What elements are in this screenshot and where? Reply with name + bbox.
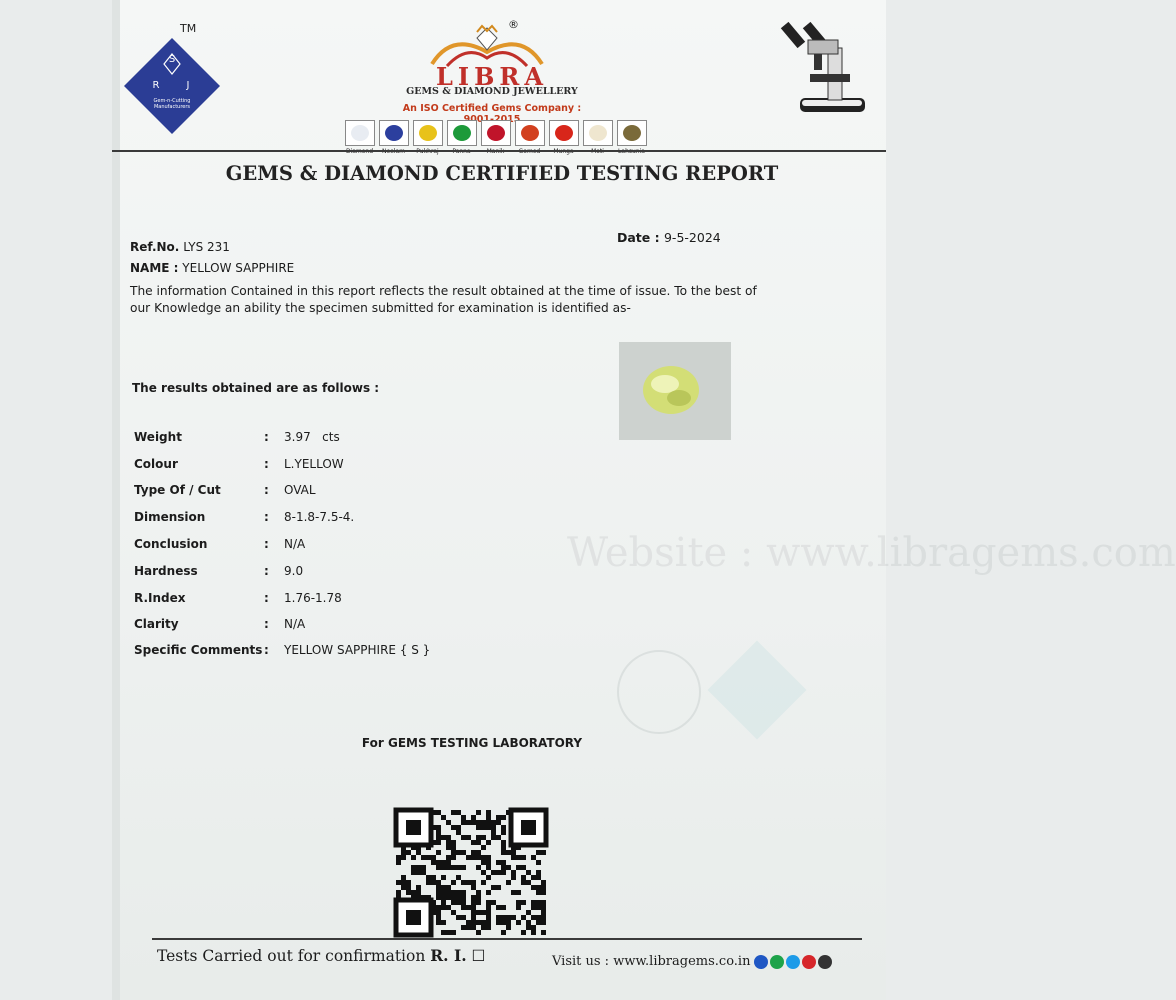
result-key: Clarity bbox=[134, 617, 179, 631]
gem-swatch-icon bbox=[447, 120, 477, 146]
footer-checkbox: ☐ bbox=[471, 947, 486, 965]
gem-item bbox=[378, 120, 409, 162]
result-key: Weight bbox=[134, 430, 182, 444]
gem-item bbox=[548, 120, 579, 162]
instagram-icon bbox=[818, 955, 832, 969]
result-value: 8-1.8-7.5-4. bbox=[284, 510, 355, 524]
gem-swatch-icon bbox=[379, 120, 409, 146]
result-colon: : bbox=[264, 457, 269, 471]
footer-text: Tests Carried out for confirmation bbox=[157, 947, 426, 965]
trademark-mark: TM bbox=[180, 22, 197, 35]
registered-mark: ® bbox=[508, 18, 519, 31]
result-colon: : bbox=[264, 430, 269, 444]
intro-paragraph: The information Contained in this report reflects the result obtained at the time of issue. To the best of our Knowledge an ability the specimen submitted for examination is identified as- bbox=[130, 284, 757, 315]
result-value: OVAL bbox=[284, 483, 316, 497]
ref-value: LYS 231 bbox=[183, 240, 230, 254]
gem-swatch-icon bbox=[345, 120, 375, 146]
result-key: Dimension bbox=[134, 510, 206, 524]
name-value: YELLOW SAPPHIRE bbox=[182, 261, 295, 275]
footer-divider bbox=[152, 938, 862, 940]
gemstone-photo bbox=[619, 342, 731, 440]
svg-text:Manufacturers: Manufacturers bbox=[153, 104, 191, 110]
result-value: YELLOW SAPPHIRE { S } bbox=[284, 643, 431, 657]
result-key: Colour bbox=[134, 457, 178, 471]
website-text: Visit us : www.libragems.co.in bbox=[552, 954, 751, 969]
result-key: Type Of / Cut bbox=[134, 483, 221, 497]
certificate-page bbox=[112, 0, 1176, 1000]
gem-item bbox=[514, 120, 545, 162]
result-key: Hardness bbox=[134, 564, 198, 578]
gem-strip bbox=[344, 120, 654, 162]
srj-letter-s: S bbox=[168, 54, 176, 65]
result-value: 3.97 cts bbox=[284, 430, 340, 444]
result-colon: : bbox=[264, 564, 269, 578]
gem-item bbox=[344, 120, 375, 162]
gem-item bbox=[582, 120, 613, 162]
brand-subtitle: GEMS & DIAMOND JEWELLERY bbox=[406, 86, 578, 97]
result-key: Specific Comments bbox=[134, 643, 263, 657]
srj-logo bbox=[122, 36, 222, 136]
whatsapp-icon bbox=[770, 955, 784, 969]
result-colon: : bbox=[264, 643, 269, 657]
gem-swatch-icon bbox=[617, 120, 647, 146]
twitter-icon bbox=[786, 955, 800, 969]
facebook-icon bbox=[754, 955, 768, 969]
svg-text:Gem-n-Cutting: Gem-n-Cutting bbox=[153, 98, 191, 104]
result-key: R.Index bbox=[134, 591, 186, 605]
result-value: L.YELLOW bbox=[284, 457, 344, 471]
result-colon: : bbox=[264, 591, 269, 605]
gem-item bbox=[446, 120, 477, 162]
srj-letter-r: R bbox=[152, 80, 160, 91]
result-value: N/A bbox=[284, 537, 306, 551]
gem-swatch-icon bbox=[549, 120, 579, 146]
gem-swatch-icon bbox=[515, 120, 545, 146]
gem-swatch-icon bbox=[583, 120, 613, 146]
date-label: Date : bbox=[617, 230, 660, 245]
name-label: NAME : bbox=[130, 261, 179, 275]
result-value: N/A bbox=[284, 617, 306, 631]
iso-certification: An ISO Certified Gems Company : bbox=[402, 103, 582, 114]
youtube-icon bbox=[802, 955, 816, 969]
srj-letter-j: J bbox=[186, 80, 190, 91]
results-heading: The results obtained are as follows : bbox=[132, 381, 380, 395]
footer-ri: R. I. bbox=[430, 946, 467, 965]
microscope-icon bbox=[780, 18, 870, 118]
ref-label: Ref.No. bbox=[130, 240, 180, 254]
gem-item bbox=[412, 120, 443, 162]
gem-swatch-icon bbox=[481, 120, 511, 146]
gem-swatch-icon bbox=[413, 120, 443, 146]
social-icons bbox=[754, 955, 832, 969]
result-value: 1.76-1.78 bbox=[284, 591, 342, 605]
footer-website bbox=[552, 954, 832, 969]
watermark-diamond bbox=[708, 641, 807, 740]
qr-code bbox=[396, 810, 546, 935]
ref-line bbox=[130, 240, 230, 254]
date-line bbox=[617, 230, 721, 245]
footer-confirmation bbox=[157, 946, 485, 965]
result-colon: : bbox=[264, 510, 269, 524]
name-line bbox=[130, 261, 294, 275]
gem-item bbox=[480, 120, 511, 162]
watermark-seal bbox=[617, 650, 701, 734]
result-colon: : bbox=[264, 537, 269, 551]
result-key: Conclusion bbox=[134, 537, 208, 551]
report-title: GEMS & DIAMOND CERTIFIED TESTING REPORT bbox=[225, 162, 779, 185]
result-colon: : bbox=[264, 483, 269, 497]
website-watermark: Website : www.libragems.com bbox=[567, 530, 1176, 576]
result-colon: : bbox=[264, 617, 269, 631]
header-divider bbox=[112, 150, 886, 152]
gem-item bbox=[616, 120, 647, 162]
brand-name: LIBRA bbox=[436, 62, 548, 91]
date-value: 9-5-2024 bbox=[663, 230, 721, 245]
result-value: 9.0 bbox=[284, 564, 304, 578]
lab-signature-label: For GEMS TESTING LABORATORY bbox=[361, 736, 583, 750]
